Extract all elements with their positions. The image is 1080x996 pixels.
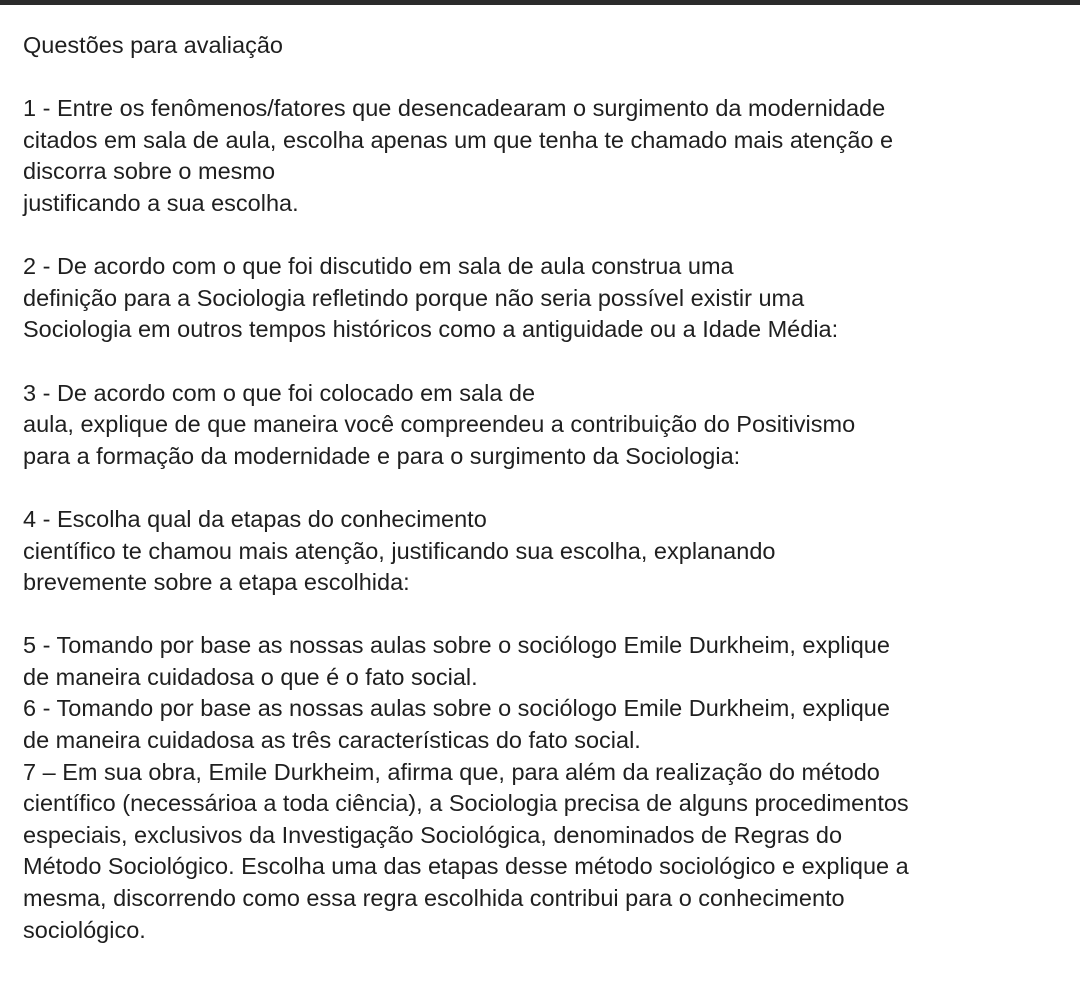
- paragraph-gap: [23, 62, 1073, 94]
- question-4-line-2: científico te chamou mais atenção, justificando sua escolha, explanando: [23, 537, 776, 564]
- paragraph-gap: [23, 599, 1073, 631]
- question-1-line-4: justificando a sua escolha.: [23, 189, 299, 216]
- question-2-line-2: definição para a Sociologia refletindo porque não seria possível existir uma: [23, 284, 805, 311]
- question-4: [23, 504, 1073, 599]
- question-4-line-3: brevemente sobre a etapa escolhida:: [23, 569, 410, 596]
- question-7-line-6: sociológico.: [23, 916, 146, 943]
- top-border: [0, 0, 1080, 5]
- question-5: [23, 630, 1073, 693]
- question-3-line-1: 3 - De acordo com o que foi colocado em sala de: [23, 379, 536, 406]
- question-3-line-2: aula, explique de que maneira você compreendeu a contribuição do Positivismo: [23, 411, 856, 438]
- question-7-line-1: 7 – Em sua obra, Emile Durkheim, afirma que, para além da realização do método: [23, 758, 880, 785]
- question-6: [23, 693, 1073, 756]
- document-body: [23, 30, 1073, 946]
- question-6-line-2: de maneira cuidadosa as três características do fato social.: [23, 727, 641, 754]
- paragraph-gap: [23, 346, 1073, 378]
- question-2: [23, 251, 1073, 346]
- question-4-line-1: 4 - Escolha qual da etapas do conhecimento: [23, 505, 487, 532]
- question-2-line-3: Sociologia em outros tempos históricos como a antiguidade ou a Idade Média:: [23, 316, 839, 343]
- question-7-line-2: científico (necessárioa a toda ciência), a Sociologia precisa de alguns procedimentos: [23, 790, 909, 817]
- question-3-line-3: para a formação da modernidade e para o surgimento da Sociologia:: [23, 442, 741, 469]
- question-6-line-1: 6 - Tomando por base as nossas aulas sobre o sociólogo Emile Durkheim, explique: [23, 695, 890, 722]
- question-5-line-1: 5 - Tomando por base as nossas aulas sobre o sociólogo Emile Durkheim, explique: [23, 632, 890, 659]
- question-1-line-1: 1 - Entre os fenômenos/fatores que desencadearam o surgimento da modernidade: [23, 95, 886, 122]
- question-1: [23, 93, 1073, 219]
- paragraph-gap: [23, 472, 1073, 504]
- question-1-line-3: discorra sobre o mesmo: [23, 158, 276, 185]
- document-title: Questões para avaliação: [23, 32, 283, 58]
- question-7-line-5: mesma, discorrendo como essa regra escolhida contribui para o conhecimento: [23, 885, 845, 912]
- question-7-line-4: Método Sociológico. Escolha uma das etapas desse método sociológico e explique a: [23, 853, 909, 880]
- question-5-line-2: de maneira cuidadosa o que é o fato social.: [23, 663, 478, 690]
- question-3: [23, 378, 1073, 473]
- question-7: [23, 757, 1073, 947]
- question-2-line-1: 2 - De acordo com o que foi discutido em sala de aula construa uma: [23, 253, 734, 280]
- paragraph-gap: [23, 220, 1073, 252]
- question-1-line-2: citados em sala de aula, escolha apenas um que tenha te chamado mais atenção e: [23, 126, 894, 153]
- question-7-line-3: especiais, exclusivos da Investigação Sociológica, denominados de Regras do: [23, 821, 843, 848]
